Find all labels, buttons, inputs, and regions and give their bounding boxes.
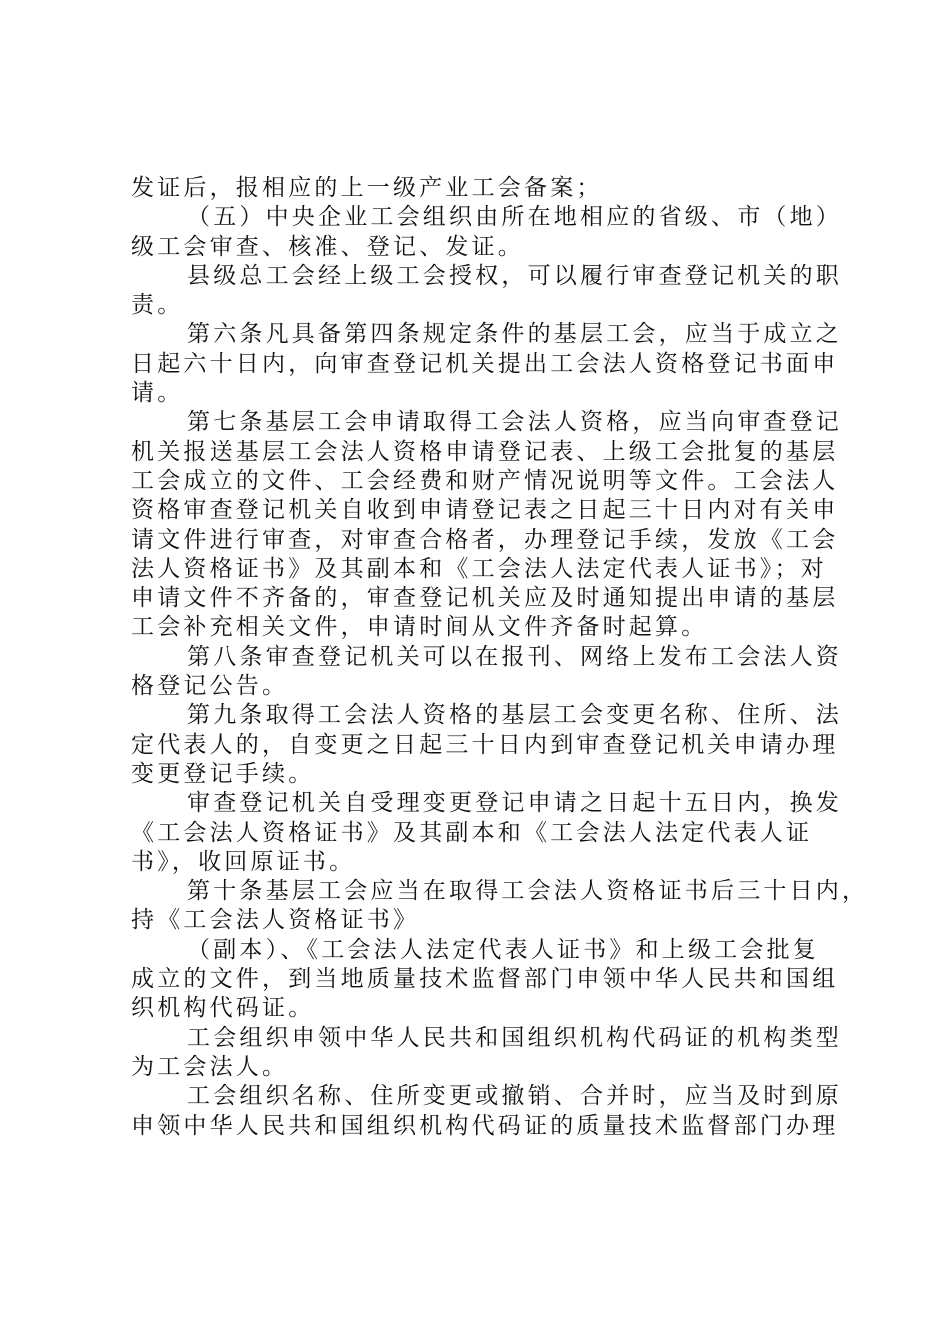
text-line: 审查登记机关自受理变更登记申请之日起十五日内，换发 xyxy=(187,790,842,817)
text-line: 变更登记手续。 xyxy=(131,760,315,787)
text-line: 为工会法人。 xyxy=(131,1053,289,1080)
text-line: 第十条基层工会应当在取得工会法人资格证书后三十日内， xyxy=(187,878,869,905)
text-line: 书》，收回原证书。 xyxy=(131,848,356,875)
text-line: 资格审查登记机关自收到申请登记表之日起三十日内对有关申 xyxy=(131,497,839,524)
text-line: 工会补充相关文件，申请时间从文件齐备时起算。 xyxy=(131,614,708,641)
text-line: 请文件进行审查，对审查合格者，办理登记手续，发放《工会 xyxy=(131,526,839,553)
text-line: 第八条审查登记机关可以在报刊、网络上发布工会法人资 xyxy=(187,643,842,670)
text-line: 工会成立的文件、工会经费和财产情况说明等文件。工会法人 xyxy=(131,467,839,494)
text-line: 第九条取得工会法人资格的基层工会变更名称、住所、法 xyxy=(187,702,842,729)
text-line: 工会组织名称、住所变更或撤销、合并时，应当及时到原 xyxy=(187,1083,842,1110)
text-line: （副本）、《工会法人法定代表人证书》和上级工会批复 xyxy=(187,936,819,963)
text-line: 级工会审查、核准、登记、发证。 xyxy=(131,233,524,260)
text-line: 成立的文件，到当地质量技术监督部门申领中华人民共和国组 xyxy=(131,966,839,993)
text-line: 定代表人的，自变更之日起三十日内到审查登记机关申请办理 xyxy=(131,731,839,758)
text-line: （五）中央企业工会组织由所在地相应的省级、市（地） xyxy=(187,204,842,231)
text-line: 发证后，报相应的上一级产业工会备案； xyxy=(131,175,603,201)
text-line: 日起六十日内，向审查登记机关提出工会法人资格登记书面申 xyxy=(131,350,839,377)
text-line: 申领中华人民共和国组织机构代码证的质量技术监督部门办理 xyxy=(131,1112,839,1139)
text-line: 工会组织申领中华人民共和国组织机构代码证的机构类型 xyxy=(187,1024,842,1051)
document-body xyxy=(131,174,869,1141)
text-line: 第七条基层工会申请取得工会法人资格，应当向审查登记 xyxy=(187,409,842,436)
text-line: 织机构代码证。 xyxy=(131,995,315,1022)
text-line: 县级总工会经上级工会授权，可以履行审查登记机关的职 xyxy=(187,262,842,289)
text-line: 格登记公告。 xyxy=(131,673,289,700)
text-line: 法人资格证书》及其副本和《工会法人法定代表人证书》；对 xyxy=(131,555,827,582)
text-line: 持《工会法人资格证书》 xyxy=(131,907,420,934)
text-line: 责。 xyxy=(131,292,184,319)
text-line: 《工会法人资格证书》及其副本和《工会法人法定代表人证 xyxy=(131,819,813,846)
text-line: 请。 xyxy=(131,380,184,407)
text-line: 申请文件不齐备的，审查登记机关应及时通知提出申请的基层 xyxy=(131,585,839,612)
text-line: 第六条凡具备第四条规定条件的基层工会，应当于成立之 xyxy=(187,321,842,348)
text-line: 机关报送基层工会法人资格申请登记表、上级工会批复的基层 xyxy=(131,438,839,465)
